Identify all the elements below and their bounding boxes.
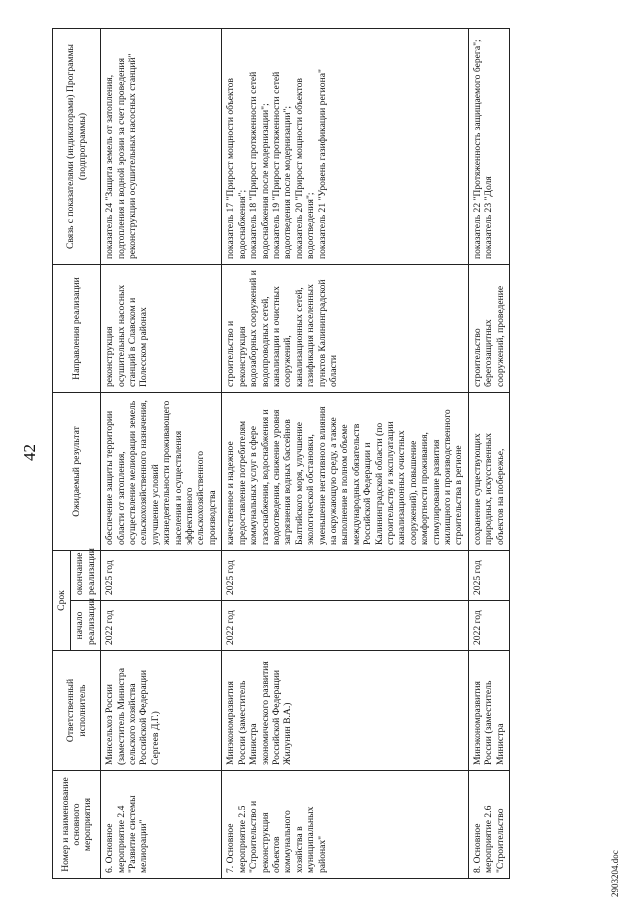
measure-name: Основное мероприятие 2.5 "Строительство и реконструкция объектов коммунального хозяйства в муниципальных районах"	[225, 800, 328, 873]
row-number: 8.	[471, 865, 483, 873]
header-number-name: Номер и наименование основного мероприятия	[53, 771, 101, 879]
header-term-start: начало реализации	[71, 601, 101, 651]
indicators-cell: показатель 17 "Прирост мощности объектов водоснабжения"; показатель 18 "Прирост протяженности сетей водоснабжения после модернизации"; показатель 19 "Прирост протяженности сетей водоотведения после модернизации"; показатель 20 "Прирост мощности объектов водоотведения"; показатель 21 "Уровень газификации региона"	[222, 29, 469, 265]
start-cell: 2022 год	[468, 601, 509, 651]
start-cell: 2022 год	[222, 601, 469, 651]
document-id: 2903204.doc	[610, 850, 620, 897]
executor-cell: Минэкономразвития России (заместитель Министра	[468, 651, 509, 771]
header-term-end: окончание реализации	[71, 551, 101, 601]
header-result: Ожидаемый результат	[53, 393, 101, 551]
measures-table	[52, 28, 510, 879]
executor-cell: Минсельхоз России (заместитель Министра сельского хозяйства Российской Федерации Сергеев Д.Г.)	[101, 651, 222, 771]
header-term: Срок	[53, 551, 71, 651]
header-executor: Ответственный исполнитель	[53, 651, 101, 771]
measure-name: Основное мероприятие 2.4 "Развитие системы мелиорации"	[104, 795, 150, 873]
table-row	[101, 29, 222, 879]
end-cell: 2025 год	[468, 551, 509, 601]
header-indicators: Связь с показателями (индикаторами) Программы (подпрограммы)	[53, 29, 101, 265]
end-cell: 2025 год	[222, 551, 469, 601]
page-number: 42	[20, 444, 39, 461]
directions-cell: строительство и реконструкция водозаборных сооружений и водопроводных сетей, канализации и очистных сооружений, канализационных сетей, газификация населенных пунктов Калининградской области	[222, 265, 469, 393]
executor-cell: Минэкономразвития России (заместитель Министра экономического развития Российской Федерации Жилунин В.А.)	[222, 651, 469, 771]
indicators-cell: показатель 24 "Защита земель от затопления, подтопления и водной эрозии за счет проведения реконструкции осушительных насосных станций"	[101, 29, 222, 265]
indicators-cell: показатель 22 "Протяженность защищаемого берега"; показатель 23 "Доля	[468, 29, 509, 265]
directions-cell: строительство берегозащитных сооружений, проведение	[468, 265, 509, 393]
result-cell: качественное и надежное предоставление потребителям коммунальных услуг в сфере газоснабжения, водоснабжения и водоотведения, снижение уровня загрязнения водных бассейнов Балтийского моря, улучшение экологической обстановки, уменьшение негативного влияния на окружающую среду, а также выполнение в полном объеме международных обязательств Российской Федерации и Калининградской области (по строительству и эксплуатации канализационных очистных сооружений), повышение комфортности проживания, стимулирование развития жилищного и производственного строительства в регионе	[222, 393, 469, 551]
measure-cell	[222, 771, 469, 879]
measure-name: Основное мероприятие 2.6 "Строительство	[471, 805, 506, 873]
start-cell: 2022 год	[101, 601, 222, 651]
row-number: 7.	[225, 865, 237, 873]
result-cell: обеспечение защиты территории области от затопления, осуществление мелиорации земель сельскохозяйственного назначения, улучшение условий жизнедеятельности проживающего населения и осуществления эффективного сельскохозяйственного производства	[101, 393, 222, 551]
table-row	[222, 29, 469, 879]
result-cell: сохранение существующих природных, искусственных объектов на побережье,	[468, 393, 509, 551]
header-directions: Направления реализации	[53, 265, 101, 393]
measure-cell	[468, 771, 509, 879]
measure-cell	[101, 771, 222, 879]
directions-cell: реконструкция осушительных насосных станций в Славском и Полесском районах	[101, 265, 222, 393]
table-row	[468, 29, 509, 879]
row-number: 6.	[104, 865, 116, 873]
end-cell: 2025 год	[101, 551, 222, 601]
header-row	[53, 29, 71, 879]
